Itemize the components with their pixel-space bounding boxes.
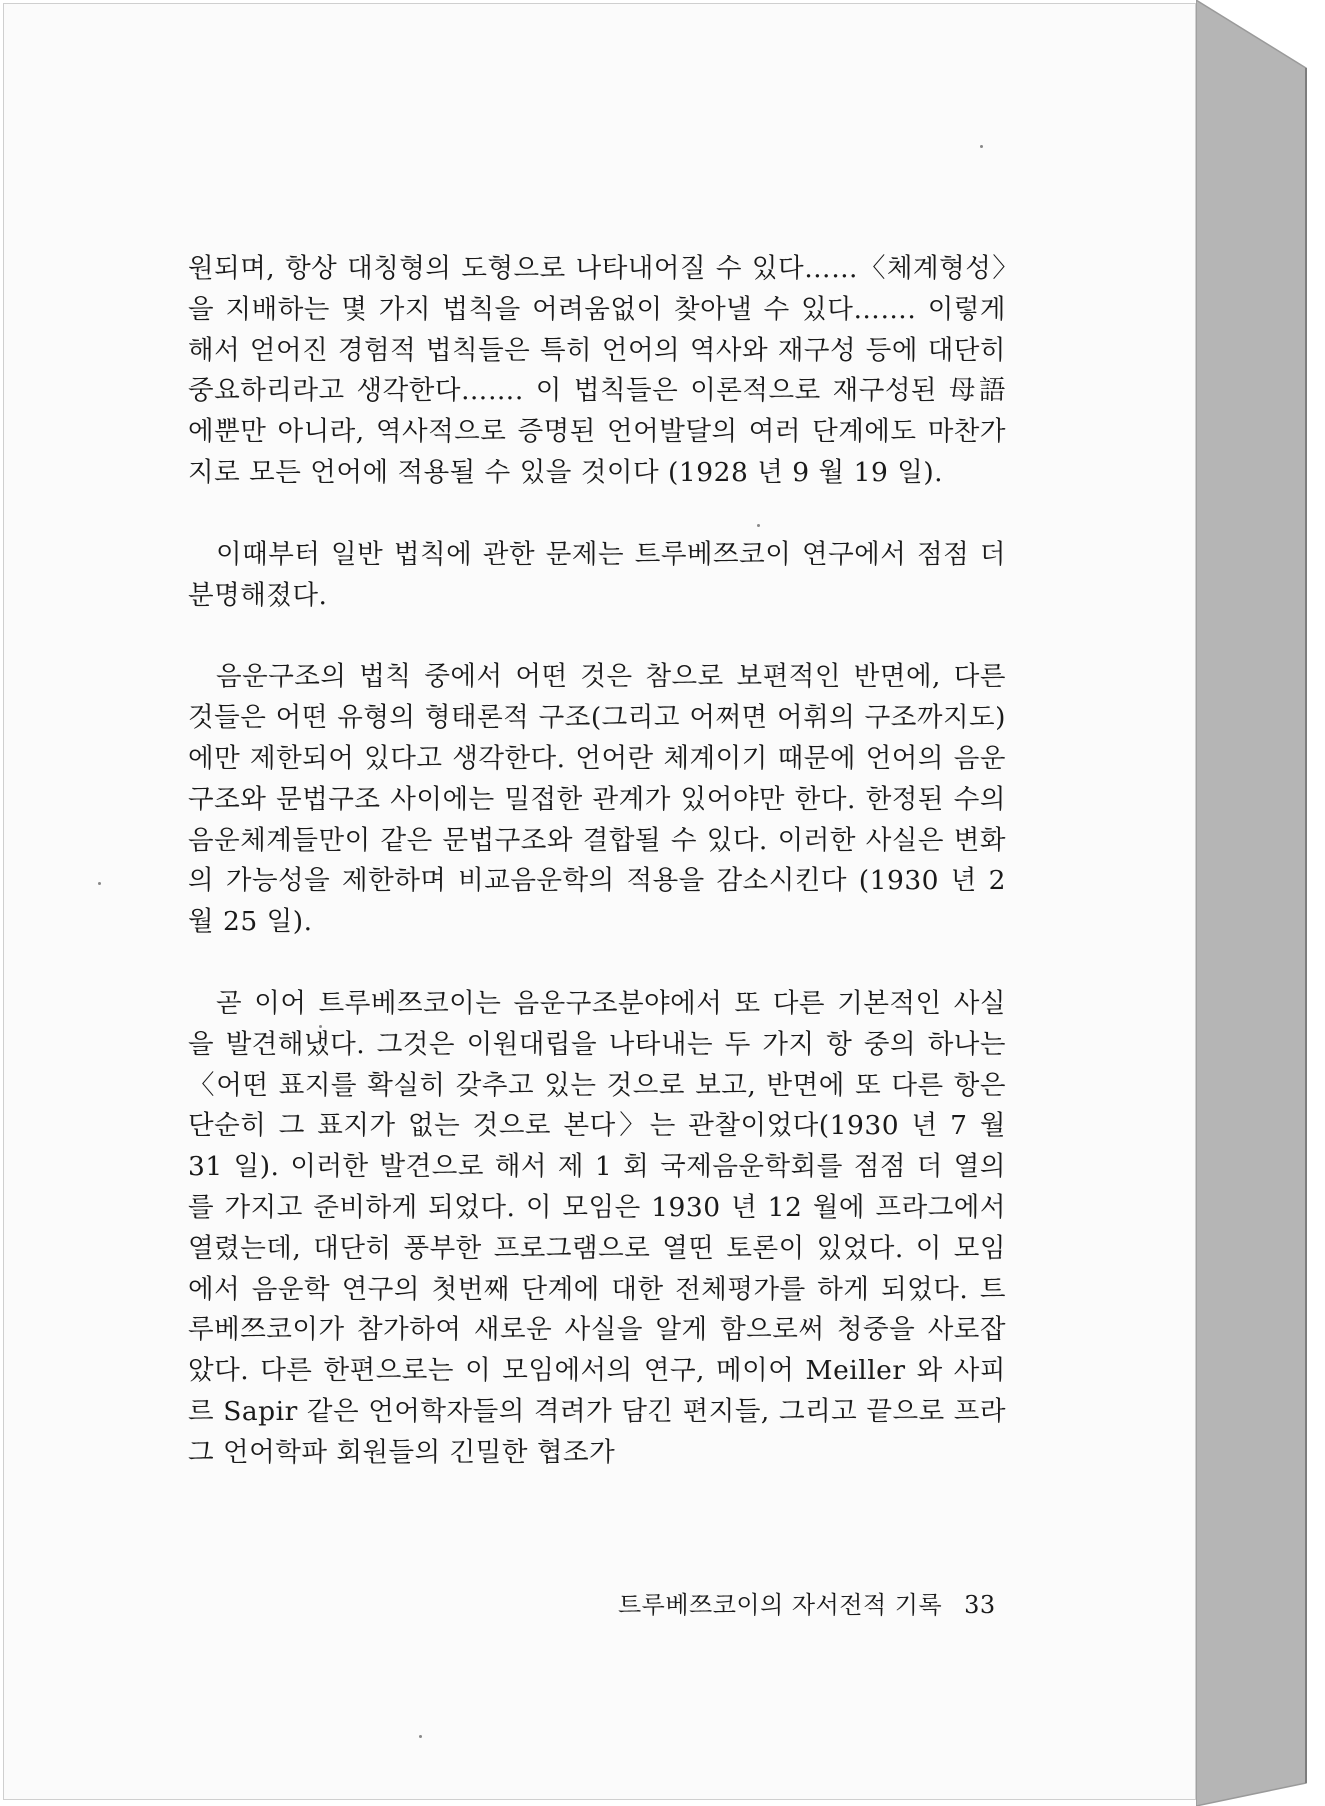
running-footer-title: 트루베쯔코이의 자서전적 기록	[618, 1591, 943, 1619]
paragraph-phonology-congress: 곧 이어 트루베쯔코이는 음운구조분야에서 또 다른 기본적인 사실을 발견해냈다. 그것은 이원대립을 나타내는 두 가지 항 중의 하나는 〈어떤 표지를 확실히 갖추고 있는 것으로 보고, 반면에 또 다른 항은 단순히 그 표지가 없는 것으로 본다〉는 관찰이었다(1930 년 7 월 31 일). 이러한 발견으로 해서 제 1 회 국제음운학회를 점점 더 열의를 가지고 준비하게 되었다. 이 모임은 1930 년 12 월에 프라그에서 열렸는데, 대단히 풍부한 프로그램으로 열띤 토론이 있었다. 이 모임에서 음운학 연구의 첫번째 단계에 대한 전체평가를 하게 되었다. 트루베쯔코이가 참가하여 새로운 사실을 알게 함으로써 청중을 사로잡았다. 다른 한편으로는 이 모임에서의 연구, 메이어 Meiller 와 사피르 Sapir 같은 언어학자들의 격려가 담긴 편지들, 그리고 끝으로 프라그 언어학파 회원들의 긴밀한 협조가	[188, 987, 1006, 1468]
page-body-text	[188, 249, 1006, 1474]
page-side-face	[1196, 0, 1306, 1806]
scan-speck	[419, 1735, 422, 1738]
paragraph-quote-1928: 원되며, 항상 대칭형의 도형으로 나타내어질 수 있다……〈체계형성〉을 지배하는 몇 가지 법칙을 어려움없이 찾아낼 수 있다……. 이렇게 해서 얻어진 경험적 법칙들은 특히 언어의 역사와 재구성 등에 대단히 중요하리라고 생각한다……. 이 법칙들은 이론적으로 재구성된 母語에뿐만 아니라, 역사적으로 증명된 언어발달의 여러 단계에도 마찬가지로 모든 언어에 적용될 수 있을 것이다 (1928 년 9 월 19 일).	[188, 253, 1006, 488]
paragraph-quote-1930: 음운구조의 법칙 중에서 어떤 것은 참으로 보편적인 반면에, 다른 것들은 어떤 유형의 형태론적 구조(그리고 어쩌면 어휘의 구조까지도)에만 제한되어 있다고 생각한다. 언어란 체계이기 때문에 언어의 음운구조와 문법구조 사이에는 밀접한 관계가 있어야만 한다. 한정된 수의 음운체계들만이 같은 문법구조와 결합될 수 있다. 이러한 사실은 변화의 가능성을 제한하며 비교음운학의 적용을 감소시킨다 (1930 년 2 월 25 일).	[188, 661, 1006, 938]
paragraph-general-laws: 이때부터 일반 법칙에 관한 문제는 트루베쯔코이 연구에서 점점 더 분명해졌다.	[188, 538, 1006, 611]
page-stack-shadow	[1196, 0, 1325, 1806]
page-footer	[618, 1585, 996, 1620]
page-number: 33	[964, 1591, 996, 1619]
scan-speck	[98, 882, 101, 885]
scan-speck	[980, 145, 983, 148]
